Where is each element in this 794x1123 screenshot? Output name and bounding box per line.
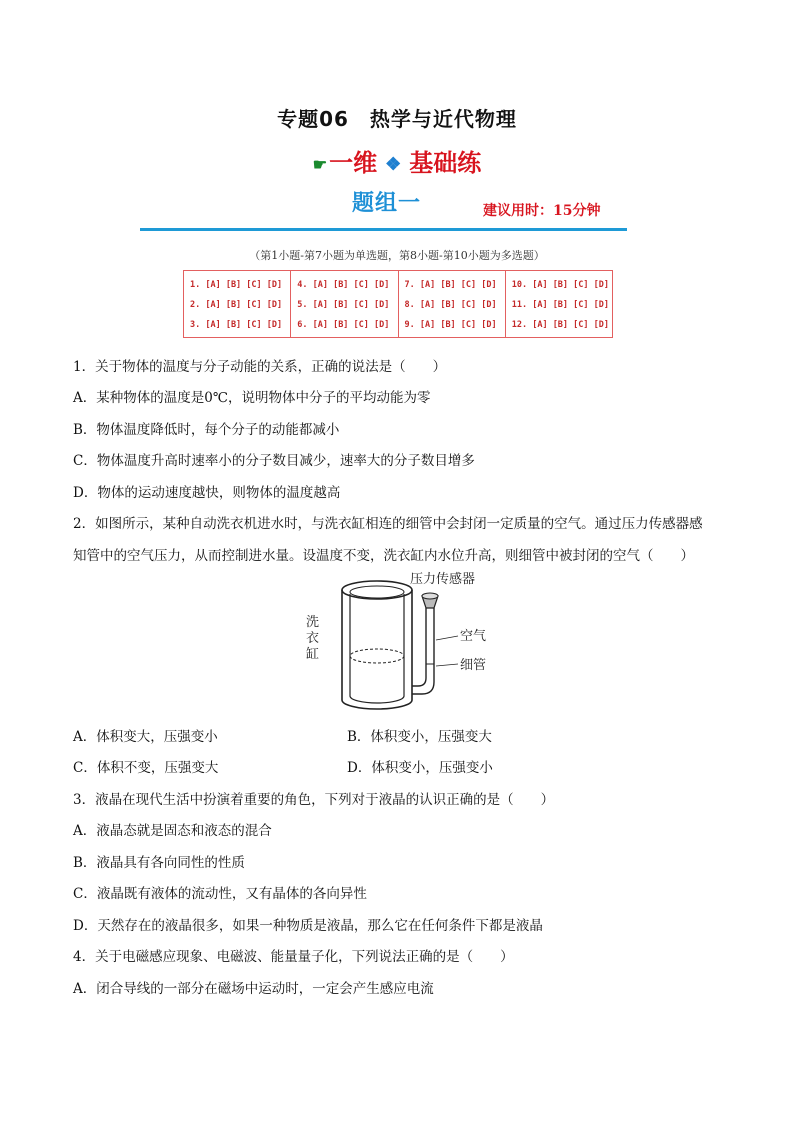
question-type-note: （第1小题-第7小题为单选题，第8小题-第10小题为多选题）	[249, 249, 545, 262]
option-c: C．物体温度升高时速率小的分子数目减少，速率大的分子数目增多	[73, 453, 475, 469]
question-stem: 2．如图所示，某种自动洗衣机进水时，与洗衣缸相连的细管中会封闭一定质量的空气。通过压力传感器感	[73, 516, 703, 532]
option-d: D．物体的运动速度越快，则物体的温度越高	[73, 485, 341, 501]
option-b: B．液晶具有各向同性的性质	[73, 855, 245, 871]
option-b: B．物体温度降低时，每个分子的动能都减小	[73, 422, 340, 438]
pointing-hand-icon: ☛	[312, 155, 328, 174]
answer-row[interactable]: 1. [A] [B] [C] [D]	[190, 280, 283, 290]
option-a: A．某种物体的温度是0℃，说明物体中分子的平均动能为零	[73, 390, 431, 406]
option-c: C．液晶既有液体的流动性，又有晶体的各向异性	[73, 886, 367, 902]
question-stem: 1．关于物体的温度与分子动能的关系，正确的说法是（ ）	[73, 359, 447, 375]
answer-column	[399, 271, 506, 337]
option-a: A．液晶态就是固态和液态的混合	[73, 823, 272, 839]
tub-label-2: 衣	[306, 631, 320, 646]
answer-column	[291, 271, 398, 337]
header-divider	[140, 228, 627, 231]
group-label: 题组一	[352, 191, 422, 216]
page-title: 专题06 热学与近代物理	[277, 107, 517, 131]
question-stem-continued: 知管中的空气压力，从而控制进水量。设温度不变，洗衣缸内水位升高，则细管中被封闭的空气（ ）	[73, 548, 694, 564]
washing-machine-figure	[300, 568, 500, 718]
option-d: D．体积变小，压强变小	[347, 760, 493, 776]
option-b: B．体积变小，压强变大	[347, 729, 492, 745]
answer-row[interactable]: 11. [A] [B] [C] [D]	[511, 300, 609, 310]
tube-label: 细管	[460, 658, 487, 673]
answer-row[interactable]: 6. [A] [B] [C] [D]	[297, 320, 390, 330]
option-a: A．闭合导线的一部分在磁场中运动时，一定会产生感应电流	[73, 981, 434, 997]
answer-row[interactable]: 7. [A] [B] [C] [D]	[404, 280, 497, 290]
answer-column	[184, 271, 291, 337]
answer-row[interactable]: 3. [A] [B] [C] [D]	[190, 320, 283, 330]
answer-column	[506, 271, 612, 337]
answer-row[interactable]: 8. [A] [B] [C] [D]	[404, 300, 497, 310]
sensor-label: 压力传感器	[410, 572, 476, 587]
tub-label-1: 洗	[306, 615, 320, 630]
question-stem: 4．关于电磁感应现象、电磁波、能量量子化，下列说法正确的是（ ）	[73, 949, 514, 965]
answer-row[interactable]: 12. [A] [B] [C] [D]	[511, 320, 609, 330]
tub-label-3: 缸	[306, 647, 320, 662]
option-a: A．体积变大，压强变小	[73, 729, 218, 745]
option-c: C．体积不变，压强变大	[73, 760, 219, 776]
air-label: 空气	[460, 629, 487, 644]
option-d: D．天然存在的液晶很多，如果一种物质是液晶，那么它在任何条件下都是液晶	[73, 918, 543, 934]
answer-row[interactable]: 2. [A] [B] [C] [D]	[190, 300, 283, 310]
answer-row[interactable]: 9. [A] [B] [C] [D]	[404, 320, 497, 330]
answer-row[interactable]: 4. [A] [B] [C] [D]	[297, 280, 390, 290]
subtitle-right: 基础练	[409, 148, 482, 177]
answer-sheet	[183, 270, 613, 338]
section-subtitle	[0, 143, 794, 178]
time-label: 建议用时：15分钟	[483, 203, 601, 219]
answer-row[interactable]: 10. [A] [B] [C] [D]	[511, 280, 609, 290]
answer-row[interactable]: 5. [A] [B] [C] [D]	[297, 300, 390, 310]
washing-machine-diagram	[300, 568, 500, 718]
subtitle-left: 一维	[329, 148, 378, 177]
question-stem: 3．液晶在现代生活中扮演着重要的角色，下列对于液晶的认识正确的是（ ）	[73, 792, 555, 808]
diamond-icon: ❖	[385, 154, 402, 175]
